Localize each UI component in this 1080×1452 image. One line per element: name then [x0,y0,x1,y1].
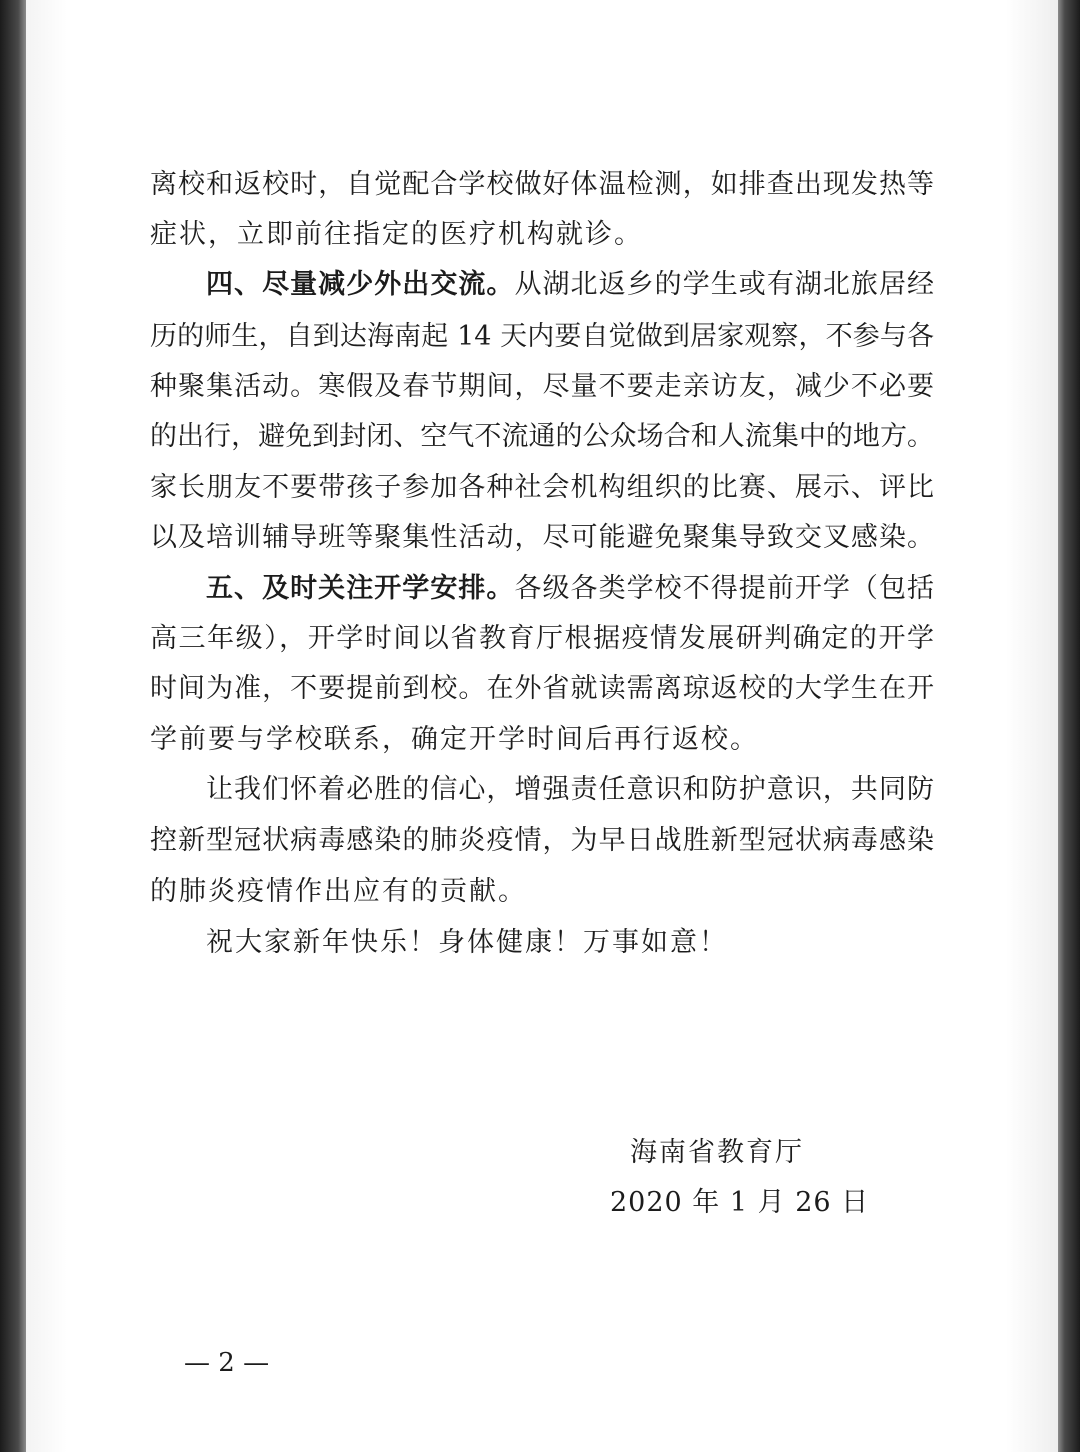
paragraph-line: 离校和返校时，自觉配合学校做好体温检测，如排查出现发热等 [150,169,934,200]
signature-organization: 海南省教育厅 [630,1137,804,1168]
paragraph-line: 种聚集活动。寒假及春节期间，尽量不要走亲访友，减少不必要 [150,371,934,402]
paragraph-line: 时间为准，不要提前到校。在外省就读需离琼返校的大学生在开 [150,673,934,704]
paragraph-line: 历的师生，自到达海南起 14 天内要自觉做到居家观察，不参与各 [150,321,934,352]
section-4-heading: 四、尽量减少外出交流。 [206,269,515,300]
paragraph-line: 症状，立即前往指定的医疗机构就诊。 [150,219,643,250]
signature-date: 2020 年 1 月 26 日 [610,1187,870,1218]
paragraph-line: 高三年级），开学时间以省教育厅根据疫情发展研判确定的开学 [150,623,934,654]
paragraph-line: 的出行，避免到封闭、空气不流通的公众场合和人流集中的地方。 [150,421,934,452]
paragraph-line: 家长朋友不要带孩子参加各种社会机构组织的比赛、展示、评比 [150,472,934,503]
greeting-line: 祝大家新年快乐！身体健康！万事如意！ [206,927,728,958]
paragraph-line: 控新型冠状病毒感染的肺炎疫情，为早日战胜新型冠状病毒感染 [150,825,934,856]
paragraph-line: 学前要与学校联系，确定开学时间后再行返校。 [150,724,759,755]
section-5-first-line [206,572,934,606]
section-4-first-line [206,268,934,302]
paragraph-line: 让我们怀着必胜的信心，增强责任意识和防护意识，共同防 [206,774,934,805]
paragraph-line: 以及培训辅导班等聚集性活动，尽可能避免聚集导致交叉感染。 [150,522,934,553]
scan-left-edge [0,0,26,1452]
scan-right-edge [1058,0,1080,1452]
paragraph-line: 的肺炎疫情作出应有的贡献。 [150,876,527,907]
document-page [26,0,1058,1452]
section-4-text: 从湖北返乡的学生或有湖北旅居经 [514,269,935,300]
page-number: — 2 — [184,1348,270,1378]
section-5-text: 各级各类学校不得提前开学（包括 [514,573,935,604]
section-5-heading: 五、及时关注开学安排。 [206,573,515,604]
